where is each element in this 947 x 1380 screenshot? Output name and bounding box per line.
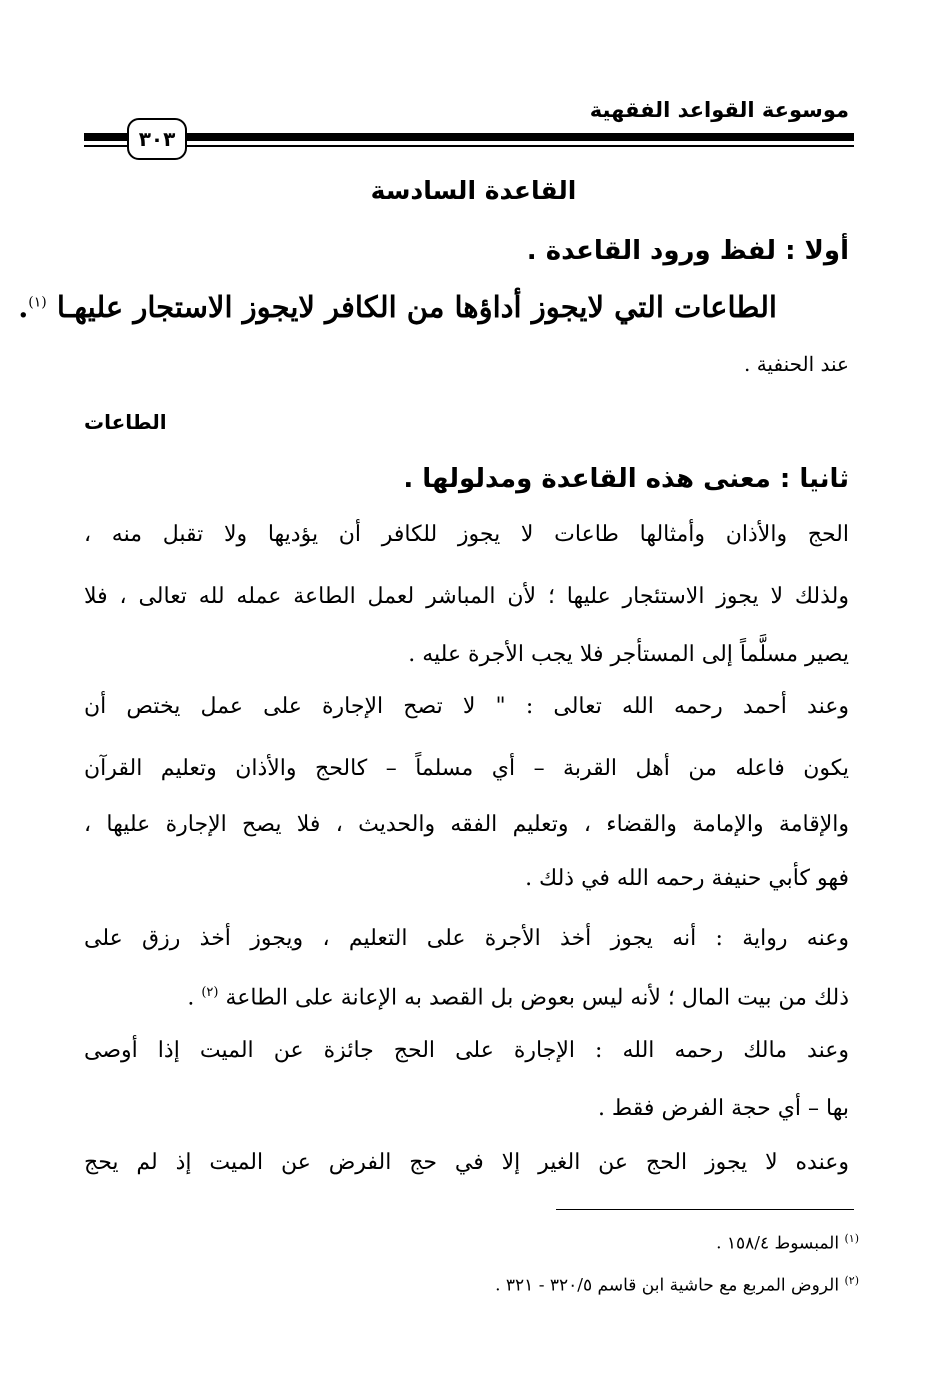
rule-statement-end: . [18, 290, 29, 324]
header-rule-right-thin [178, 145, 854, 147]
madhhab-note: عند الحنفية . [743, 352, 849, 376]
section-one-heading: أولا : لفظ ورود القاعدة . [526, 236, 849, 266]
paragraph-1-line-3: يصير مسلَّماً إلى المستأجر فلا يجب الأجرة عليه . [408, 642, 849, 667]
paragraph-5-line-1: وعنده لا يجوز الحج عن الغير إلا في حج الفرض عن الميت إذ لم يحج [84, 1150, 849, 1175]
footnote-2 [495, 1274, 859, 1296]
footnote-1-text: المبسوط ١٥٨/٤ . [716, 1233, 840, 1254]
book-title: موسوعة القواعد الفقهية [589, 98, 849, 122]
footnote-separator [556, 1209, 854, 1210]
paragraph-1-line-2: ولذلك لا يجوز الاستئجار عليها ؛ لأن المباشر لعمل الطاعة عمله لله تعالى ، فلا [84, 584, 849, 609]
paragraph-4-line-1: وعند مالك رحمه الله : الإجارة على الحج جائزة عن الميت إذا أوصى [84, 1038, 849, 1063]
page-number-badge [127, 118, 187, 160]
paragraph-3-line-2 [187, 978, 849, 1013]
keyword-label: الطاعات [84, 410, 167, 434]
paragraph-2-line-3: والإقامة والإمامة والقضاء ، وتعليم الفقه والحديث ، فلا يصح الإجارة عليها ، [84, 812, 849, 837]
rule-title: القاعدة السادسة [370, 176, 577, 205]
footnote-2-ref: (٢) [844, 1274, 859, 1287]
paragraph-2-line-4: فهو كأبي حنيفة رحمه الله في ذلك . [525, 866, 849, 891]
paragraph-2-line-2: يكون فاعله من أهل القربة – أي مسلماً – كالحج والأذان وتعليم القرآن [84, 756, 849, 781]
rule-statement-text: الطاعات التي لايجوز أداؤها من الكافر لايجوز الاستجار عليهـا [56, 290, 777, 324]
rule-statement [18, 290, 777, 324]
paragraph-1-line-1: الحج والأذان وأمثالها طاعات لا يجوز للكافر أن يؤديها ولا تقبل منه ، [84, 522, 849, 547]
section-two-heading: ثانيا : معنى هذه القاعدة ومدلولها . [403, 464, 849, 494]
paragraph-3-line-2-text: ذلك من بيت المال ؛ لأنه ليس بعوض بل القصد به الإعانة على الطاعة [225, 985, 849, 1011]
paragraph-3-line-2-end: . [187, 985, 195, 1011]
paragraph-4-line-2: بها – أي حجة الفرض فقط . [597, 1096, 849, 1121]
header-rule-right-thick [178, 133, 854, 141]
footnote-2-text: الروض المربع مع حاشية ابن قاسم ٣٢٠/٥ - ٣٢١ . [495, 1275, 840, 1296]
header-rule-left-thick [84, 133, 132, 141]
footnote-ref-2: (٢) [201, 985, 219, 1000]
footnote-1 [716, 1232, 859, 1254]
header-rule-left-thin [84, 145, 132, 147]
footnote-1-ref: (١) [844, 1232, 859, 1245]
paragraph-2-line-1: وعند أحمد رحمه الله تعالى : " لا تصح الإجارة على عمل يختص أن [84, 694, 849, 719]
footnote-ref-1: (١) [28, 294, 47, 311]
page-number: ٣٠٣ [138, 127, 176, 151]
paragraph-3-line-1: وعنه رواية : أنه يجوز أخذ الأجرة على التعليم ، ويجوز أخذ رزق على [84, 926, 849, 951]
